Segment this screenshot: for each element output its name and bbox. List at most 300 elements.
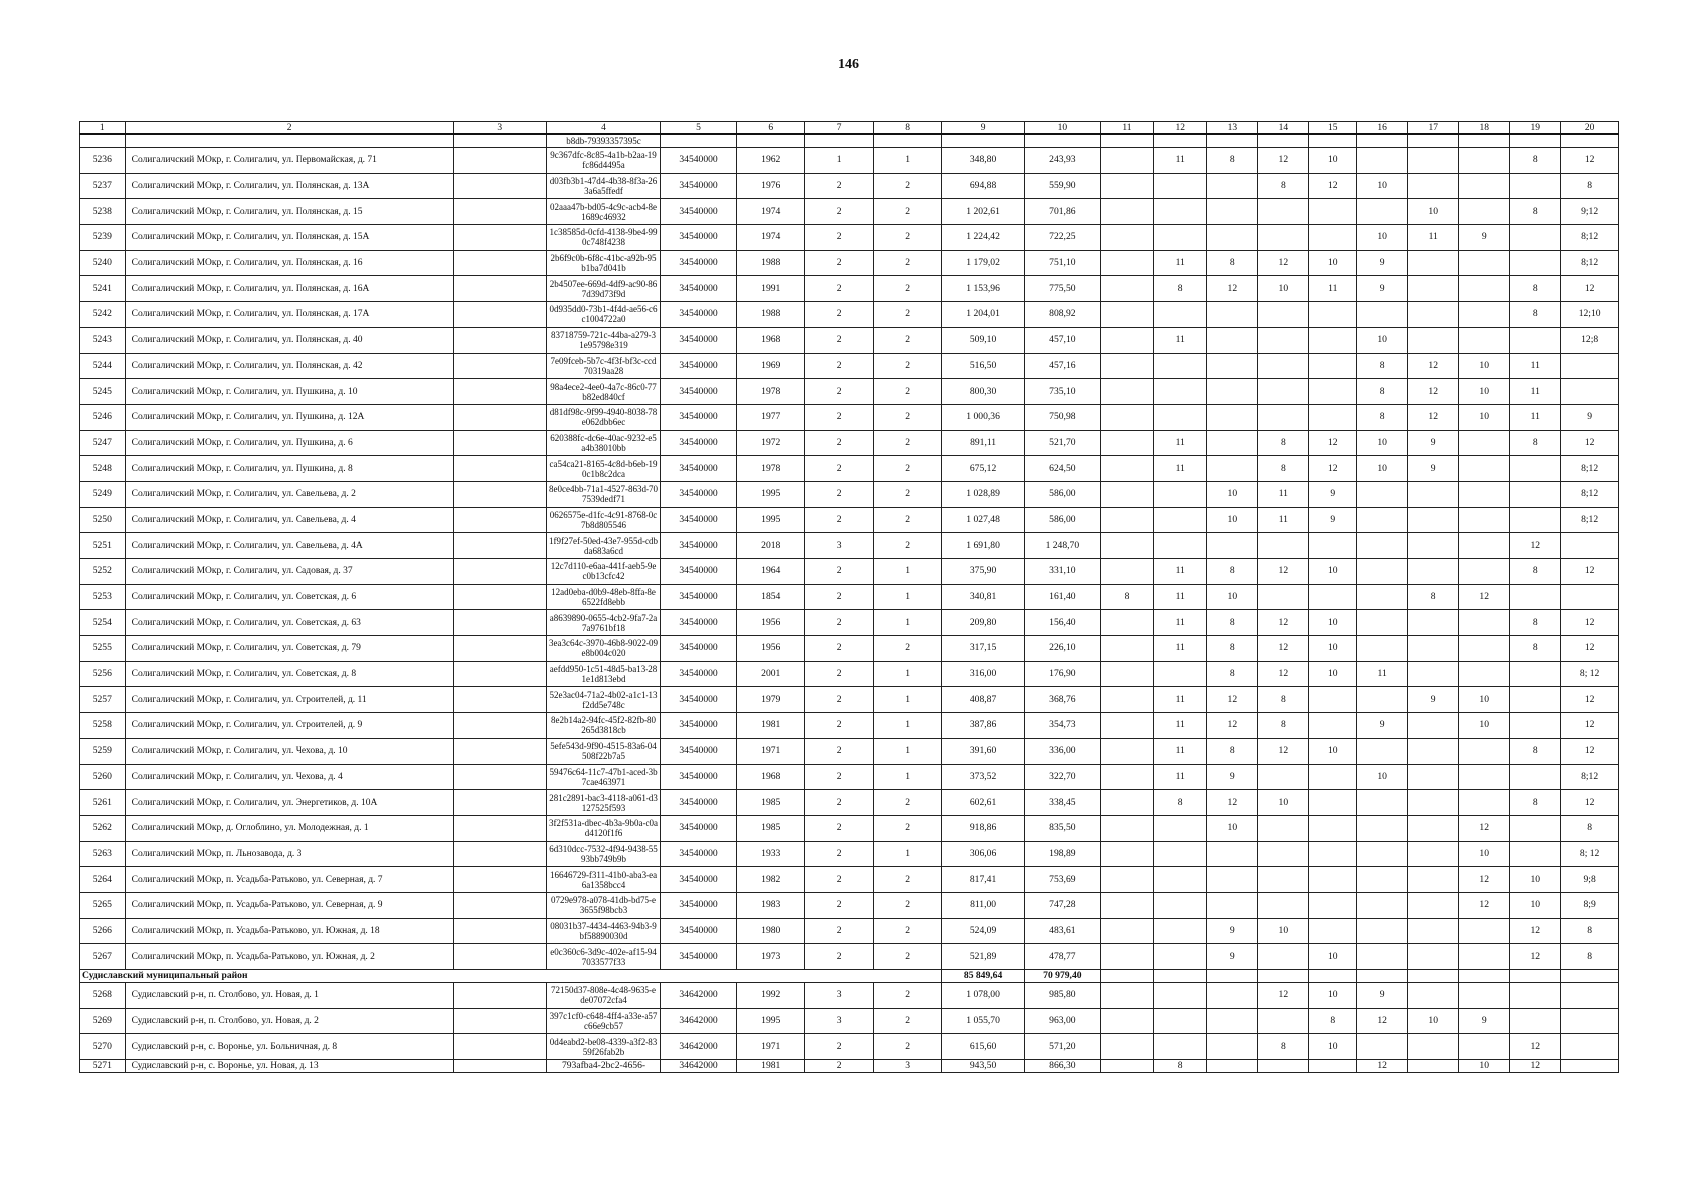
table-cell: 2 — [873, 302, 941, 328]
table-cell — [1459, 533, 1510, 559]
table-cell — [1408, 302, 1459, 328]
address-cell: Солигаличский МОкр, г. Солигалич, ул. Пушкина, д. 6 — [125, 430, 453, 456]
table-cell: 9 — [1357, 713, 1408, 739]
table-cell: 11 — [1154, 456, 1207, 482]
table-cell: 12 — [1207, 790, 1258, 816]
table-cell: 12;8 — [1561, 327, 1619, 353]
table-cell: 2 — [873, 353, 941, 379]
row-number: 5260 — [80, 764, 126, 790]
table-cell: 9 — [1309, 507, 1357, 533]
table-cell — [1154, 661, 1207, 687]
row-number: 5256 — [80, 661, 126, 687]
table-cell: 1 — [873, 148, 941, 174]
guid-cell: 397c1cf0-c648-4ff4-a33e-a57c66e9cb57 — [547, 1008, 661, 1034]
table-cell: 1972 — [737, 430, 805, 456]
table-cell: 34540000 — [661, 430, 737, 456]
table-cell — [1100, 199, 1153, 225]
table-cell: 34540000 — [661, 250, 737, 276]
table-cell: 1962 — [737, 148, 805, 174]
table-cell: 8 — [1207, 559, 1258, 585]
table-cell — [1258, 944, 1309, 970]
table-cell: 34540000 — [661, 610, 737, 636]
table-cell — [1459, 636, 1510, 662]
table-cell — [453, 764, 546, 790]
table-cell: 8 — [1561, 173, 1619, 199]
table-cell: 11 — [1154, 636, 1207, 662]
table-cell: 2 — [873, 225, 941, 251]
table-cell: 2 — [873, 944, 941, 970]
table-cell — [453, 1034, 546, 1060]
table-cell: 8 — [1510, 790, 1561, 816]
table-cell: 2 — [805, 353, 873, 379]
table-cell: 10 — [1207, 815, 1258, 841]
address-cell: Солигаличский МОкр, г. Солигалич, ул. Савельева, д. 2 — [125, 481, 453, 507]
table-cell — [1154, 867, 1207, 893]
row-number: 5268 — [80, 983, 126, 1009]
table-cell: 9 — [1357, 250, 1408, 276]
guid-cell: d03fb3b1-47d4-4b38-8f3a-263a6a5ffedf — [547, 173, 661, 199]
table-cell: 1 202,61 — [942, 199, 1025, 225]
table-cell — [1154, 173, 1207, 199]
address-cell: Солигаличский МОкр, г. Солигалич, ул. Савельева, д. 4А — [125, 533, 453, 559]
table-cell — [1154, 481, 1207, 507]
table-cell — [1258, 302, 1309, 328]
table-cell: 9 — [1459, 225, 1510, 251]
table-cell — [453, 815, 546, 841]
table-cell: 1 — [873, 584, 941, 610]
table-cell: 1 179,02 — [942, 250, 1025, 276]
table-cell — [1100, 173, 1153, 199]
table-cell: 10 — [1357, 173, 1408, 199]
table-cell: 12 — [1561, 738, 1619, 764]
table-cell: 12 — [1459, 867, 1510, 893]
table-cell: 34540000 — [661, 815, 737, 841]
table-cell: 12 — [1459, 815, 1510, 841]
address-cell: Солигаличский МОкр, п. Усадьба-Ратьково, ул. Южная, д. 2 — [125, 944, 453, 970]
row-number: 5239 — [80, 225, 126, 251]
table-cell: 10 — [1258, 276, 1309, 302]
address-cell: Солигаличский МОкр, г. Солигалич, ул. Энергетиков, д. 10А — [125, 790, 453, 816]
table-cell — [1258, 841, 1309, 867]
table-cell: 8 — [1510, 610, 1561, 636]
row-number: 5236 — [80, 148, 126, 174]
row-number: 5262 — [80, 815, 126, 841]
table-cell — [1357, 610, 1408, 636]
table-cell: 8; 12 — [1561, 841, 1619, 867]
table-cell: 2 — [805, 507, 873, 533]
table-row — [80, 302, 1619, 328]
address-cell: Солигаличский МОкр, г. Солигалич, ул. Пушкина, д. 12А — [125, 404, 453, 430]
guid-cell: 8e0ce4bb-71a1-4527-863d-707539dedf71 — [547, 481, 661, 507]
table-cell: 8 — [1510, 738, 1561, 764]
table-cell: 2001 — [737, 661, 805, 687]
table-cell — [453, 173, 546, 199]
table-cell: 9 — [1207, 944, 1258, 970]
table-cell — [1100, 944, 1153, 970]
table-cell: 354,73 — [1024, 713, 1100, 739]
table-row — [80, 276, 1619, 302]
table-cell — [1561, 983, 1619, 1009]
column-header: 14 — [1258, 122, 1309, 135]
table-cell: 34540000 — [661, 867, 737, 893]
table-cell — [453, 134, 546, 148]
table-cell — [1309, 687, 1357, 713]
table-cell — [1510, 713, 1561, 739]
table-cell: 2 — [805, 1060, 873, 1073]
guid-cell: 9c367dfc-8c85-4a1b-b2aa-19fc86d4495a — [547, 148, 661, 174]
table-cell — [1408, 918, 1459, 944]
table-cell — [1100, 481, 1153, 507]
table-cell: 10 — [1309, 1034, 1357, 1060]
table-cell — [1100, 918, 1153, 944]
table-cell: 306,06 — [942, 841, 1025, 867]
table-cell: 34642000 — [661, 1008, 737, 1034]
table-cell — [1154, 970, 1207, 983]
table-cell: 2 — [873, 918, 941, 944]
table-cell: 10 — [1408, 1008, 1459, 1034]
table-cell: 521,70 — [1024, 430, 1100, 456]
table-cell: 11 — [1154, 764, 1207, 790]
table-cell: 9;12 — [1561, 199, 1619, 225]
table-cell: 12 — [1258, 636, 1309, 662]
table-cell: 2 — [873, 1008, 941, 1034]
row-number: 5261 — [80, 790, 126, 816]
table-cell: 1854 — [737, 584, 805, 610]
table-cell: 8 — [1207, 250, 1258, 276]
table-cell: 12 — [1309, 430, 1357, 456]
table-cell — [1408, 764, 1459, 790]
row-number: 5259 — [80, 738, 126, 764]
table-cell — [1561, 1060, 1619, 1073]
table-cell: 1 055,70 — [942, 1008, 1025, 1034]
table-cell — [1154, 841, 1207, 867]
guid-cell: 1f9f27ef-50ed-43e7-955d-cdbda683a6cd — [547, 533, 661, 559]
table-cell: 10 — [1510, 867, 1561, 893]
table-cell: 12;10 — [1561, 302, 1619, 328]
table-cell — [453, 1008, 546, 1034]
table-row — [80, 815, 1619, 841]
column-header: 10 — [1024, 122, 1100, 135]
table-cell: 478,77 — [1024, 944, 1100, 970]
table-cell — [1258, 379, 1309, 405]
table-cell — [1154, 225, 1207, 251]
table-row — [80, 481, 1619, 507]
table-cell — [1309, 713, 1357, 739]
table-cell: 1 153,96 — [942, 276, 1025, 302]
table-cell — [1309, 225, 1357, 251]
table-cell: 2 — [873, 983, 941, 1009]
table-row — [80, 738, 1619, 764]
table-cell — [1207, 302, 1258, 328]
table-cell: 12 — [1561, 687, 1619, 713]
table-cell: 391,60 — [942, 738, 1025, 764]
table-cell — [1357, 302, 1408, 328]
table-row — [80, 867, 1619, 893]
table-cell — [1100, 687, 1153, 713]
guid-cell: b8db-79393357395c — [547, 134, 661, 148]
table-cell — [1258, 134, 1309, 148]
row-number: 5240 — [80, 250, 126, 276]
table-cell: 9 — [1207, 918, 1258, 944]
row-number: 5254 — [80, 610, 126, 636]
table-cell: 11 — [1154, 738, 1207, 764]
table-cell: 2 — [873, 456, 941, 482]
row-number: 5252 — [80, 559, 126, 585]
table-cell — [453, 481, 546, 507]
table-cell: 34540000 — [661, 687, 737, 713]
table-cell: 243,93 — [1024, 148, 1100, 174]
row-number: 5243 — [80, 327, 126, 353]
table-cell: 1983 — [737, 892, 805, 918]
table-cell — [1510, 134, 1561, 148]
guid-cell: 2b6f9c0b-6f8c-41bc-a92b-95b1ba7d041b — [547, 250, 661, 276]
table-cell: 12 — [1309, 456, 1357, 482]
table-cell: 368,76 — [1024, 687, 1100, 713]
table-cell — [1408, 841, 1459, 867]
table-cell: 1 — [873, 661, 941, 687]
table-cell — [453, 790, 546, 816]
table-cell: 571,20 — [1024, 1034, 1100, 1060]
table-cell: 2018 — [737, 533, 805, 559]
guid-cell: 620388fc-dc6e-40ac-9232-e5a4b38010bb — [547, 430, 661, 456]
table-cell: 8;12 — [1561, 456, 1619, 482]
table-cell — [1510, 456, 1561, 482]
section-total-area: 85 849,64 — [942, 970, 1025, 983]
table-cell: 8;12 — [1561, 764, 1619, 790]
row-number: 5247 — [80, 430, 126, 456]
table-cell: 8; 12 — [1561, 661, 1619, 687]
table-cell: 12 — [1510, 1034, 1561, 1060]
table-cell: 9 — [1408, 430, 1459, 456]
table-cell: 1 — [873, 738, 941, 764]
table-cell: 336,00 — [1024, 738, 1100, 764]
table-cell — [1408, 1060, 1459, 1073]
table-cell: 800,30 — [942, 379, 1025, 405]
table-cell: 34540000 — [661, 404, 737, 430]
table-cell — [1459, 302, 1510, 328]
table-cell — [1408, 481, 1459, 507]
table-row — [80, 892, 1619, 918]
table-cell — [1459, 764, 1510, 790]
address-cell: Солигаличский МОкр, г. Солигалич, ул. Полянская, д. 17А — [125, 302, 453, 328]
table-cell — [1459, 199, 1510, 225]
table-cell: 34540000 — [661, 841, 737, 867]
column-header: 11 — [1100, 122, 1153, 135]
table-cell: 943,50 — [942, 1060, 1025, 1073]
table-cell — [1258, 764, 1309, 790]
column-header: 20 — [1561, 122, 1619, 135]
table-cell — [1357, 507, 1408, 533]
table-cell: 8 — [1561, 918, 1619, 944]
table-cell — [1510, 250, 1561, 276]
table-cell — [805, 134, 873, 148]
table-cell — [1459, 250, 1510, 276]
address-cell: Солигаличский МОкр, г. Солигалич, ул. Первомайская, д. 71 — [125, 148, 453, 174]
table-cell — [1357, 841, 1408, 867]
table-row — [80, 250, 1619, 276]
table-cell — [1309, 790, 1357, 816]
table-cell: 3 — [805, 1008, 873, 1034]
table-cell — [1510, 173, 1561, 199]
table-cell — [1408, 944, 1459, 970]
column-header: 8 — [873, 122, 941, 135]
table-cell: 8 — [1258, 1034, 1309, 1060]
table-cell — [1510, 327, 1561, 353]
row-number: 5244 — [80, 353, 126, 379]
table-cell: 2 — [805, 302, 873, 328]
table-cell — [1100, 983, 1153, 1009]
table-cell: 586,00 — [1024, 507, 1100, 533]
table-cell — [453, 353, 546, 379]
table-cell: 985,80 — [1024, 983, 1100, 1009]
table-cell — [453, 610, 546, 636]
table-row — [80, 173, 1619, 199]
table-row — [80, 1034, 1619, 1060]
section-name: Судиславский муниципальный район — [80, 970, 942, 983]
table-cell: 2 — [805, 456, 873, 482]
table-cell — [737, 134, 805, 148]
table-cell: 1979 — [737, 687, 805, 713]
table-cell — [1309, 584, 1357, 610]
table-cell — [1561, 1008, 1619, 1034]
table-cell: 11 — [1154, 559, 1207, 585]
table-cell — [1309, 404, 1357, 430]
page-number: 146 — [838, 57, 859, 72]
table-cell — [1357, 918, 1408, 944]
table-cell — [453, 713, 546, 739]
column-header: 3 — [453, 122, 546, 135]
address-cell: Судиславский р-н, с. Воронье, ул. Больничная, д. 8 — [125, 1034, 453, 1060]
table-cell: 2 — [805, 815, 873, 841]
table-cell — [1459, 970, 1510, 983]
table-cell: 12 — [1561, 430, 1619, 456]
table-cell: 12 — [1357, 1060, 1408, 1073]
column-header: 1 — [80, 122, 126, 135]
table-cell: 10 — [1357, 225, 1408, 251]
table-cell — [1258, 225, 1309, 251]
table-cell: 12 — [1561, 559, 1619, 585]
table-cell: 8 — [1154, 1060, 1207, 1073]
table-cell: 12 — [1258, 661, 1309, 687]
table-cell — [1100, 815, 1153, 841]
table-cell: 12 — [1258, 738, 1309, 764]
table-cell — [1510, 687, 1561, 713]
table-cell — [1309, 867, 1357, 893]
guid-cell: 3ea3c64c-3970-46b8-9022-09e8b004c020 — [547, 636, 661, 662]
table-cell: 2 — [805, 379, 873, 405]
table-cell — [1357, 199, 1408, 225]
table-cell: 2 — [873, 507, 941, 533]
table-cell: 8 — [1207, 148, 1258, 174]
table-cell — [1408, 250, 1459, 276]
table-cell: 2 — [805, 1034, 873, 1060]
table-cell: 1 — [873, 559, 941, 585]
table-cell — [1207, 173, 1258, 199]
guid-cell: 59476c64-11c7-47b1-aced-3b7cae463971 — [547, 764, 661, 790]
table-cell: 34540000 — [661, 225, 737, 251]
table-cell: 1 000,36 — [942, 404, 1025, 430]
table-cell: 10 — [1309, 661, 1357, 687]
table-cell: 10 — [1309, 944, 1357, 970]
table-cell — [1154, 404, 1207, 430]
row-number: 5248 — [80, 456, 126, 482]
table-cell: 12 — [1510, 1060, 1561, 1073]
table-cell: 11 — [1510, 379, 1561, 405]
guid-cell: d81df98c-9f99-4940-8038-78e062dbb6ec — [547, 404, 661, 430]
table-cell: 10 — [1510, 892, 1561, 918]
table-cell — [1408, 790, 1459, 816]
table-cell: 34642000 — [661, 983, 737, 1009]
table-cell: 11 — [1408, 225, 1459, 251]
table-cell — [453, 559, 546, 585]
guid-cell: 5efe543d-9f90-4515-83a6-04508f22b7a5 — [547, 738, 661, 764]
guid-cell: 1c38585d-0cfd-4138-9be4-990c748f4238 — [547, 225, 661, 251]
table-cell: 8 — [1510, 636, 1561, 662]
guid-cell: 2b4507ee-669d-4df9-ac90-867d39d73f9d — [547, 276, 661, 302]
table-cell: 457,16 — [1024, 353, 1100, 379]
table-cell: 34540000 — [661, 481, 737, 507]
table-cell: 2 — [805, 918, 873, 944]
table-cell — [1408, 738, 1459, 764]
table-cell: 12 — [1258, 148, 1309, 174]
table-cell — [1258, 533, 1309, 559]
table-cell: 11 — [1154, 610, 1207, 636]
table-cell — [1258, 404, 1309, 430]
table-cell — [1154, 302, 1207, 328]
table-cell — [1408, 533, 1459, 559]
row-number: 5246 — [80, 404, 126, 430]
address-cell: Солигаличский МОкр, г. Солигалич, ул. Полянская, д. 40 — [125, 327, 453, 353]
table-cell: 8;12 — [1561, 250, 1619, 276]
row-number: 5251 — [80, 533, 126, 559]
table-row — [80, 327, 1619, 353]
table-cell — [1357, 533, 1408, 559]
table-cell: 2 — [805, 404, 873, 430]
table-cell — [1258, 584, 1309, 610]
table-cell — [1357, 559, 1408, 585]
table-cell: 8 — [1510, 430, 1561, 456]
table-cell — [1357, 738, 1408, 764]
table-row — [80, 713, 1619, 739]
table-cell: 2 — [873, 815, 941, 841]
table-cell — [1459, 983, 1510, 1009]
table-cell: 1971 — [737, 738, 805, 764]
table-cell — [1100, 970, 1153, 983]
address-cell: Солигаличский МОкр, п. Усадьба-Ратьково, ул. Северная, д. 7 — [125, 867, 453, 893]
column-header: 12 — [1154, 122, 1207, 135]
table-cell — [1100, 250, 1153, 276]
table-row — [80, 225, 1619, 251]
table-cell: 1973 — [737, 944, 805, 970]
table-cell — [1459, 790, 1510, 816]
table-cell: 8 — [1154, 790, 1207, 816]
table-cell: 12 — [1459, 584, 1510, 610]
table-cell: 8 — [1258, 713, 1309, 739]
table-cell: 8 — [1561, 944, 1619, 970]
table-cell — [1309, 353, 1357, 379]
table-cell: 373,52 — [942, 764, 1025, 790]
table-cell: 2 — [873, 636, 941, 662]
table-cell: 12 — [1561, 276, 1619, 302]
table-cell: 8;9 — [1561, 892, 1619, 918]
table-cell — [1309, 892, 1357, 918]
column-header: 5 — [661, 122, 737, 135]
table-cell — [1408, 636, 1459, 662]
table-cell: 8 — [1561, 815, 1619, 841]
table-cell: 10 — [1207, 481, 1258, 507]
table-cell — [1459, 1034, 1510, 1060]
table-cell — [453, 379, 546, 405]
